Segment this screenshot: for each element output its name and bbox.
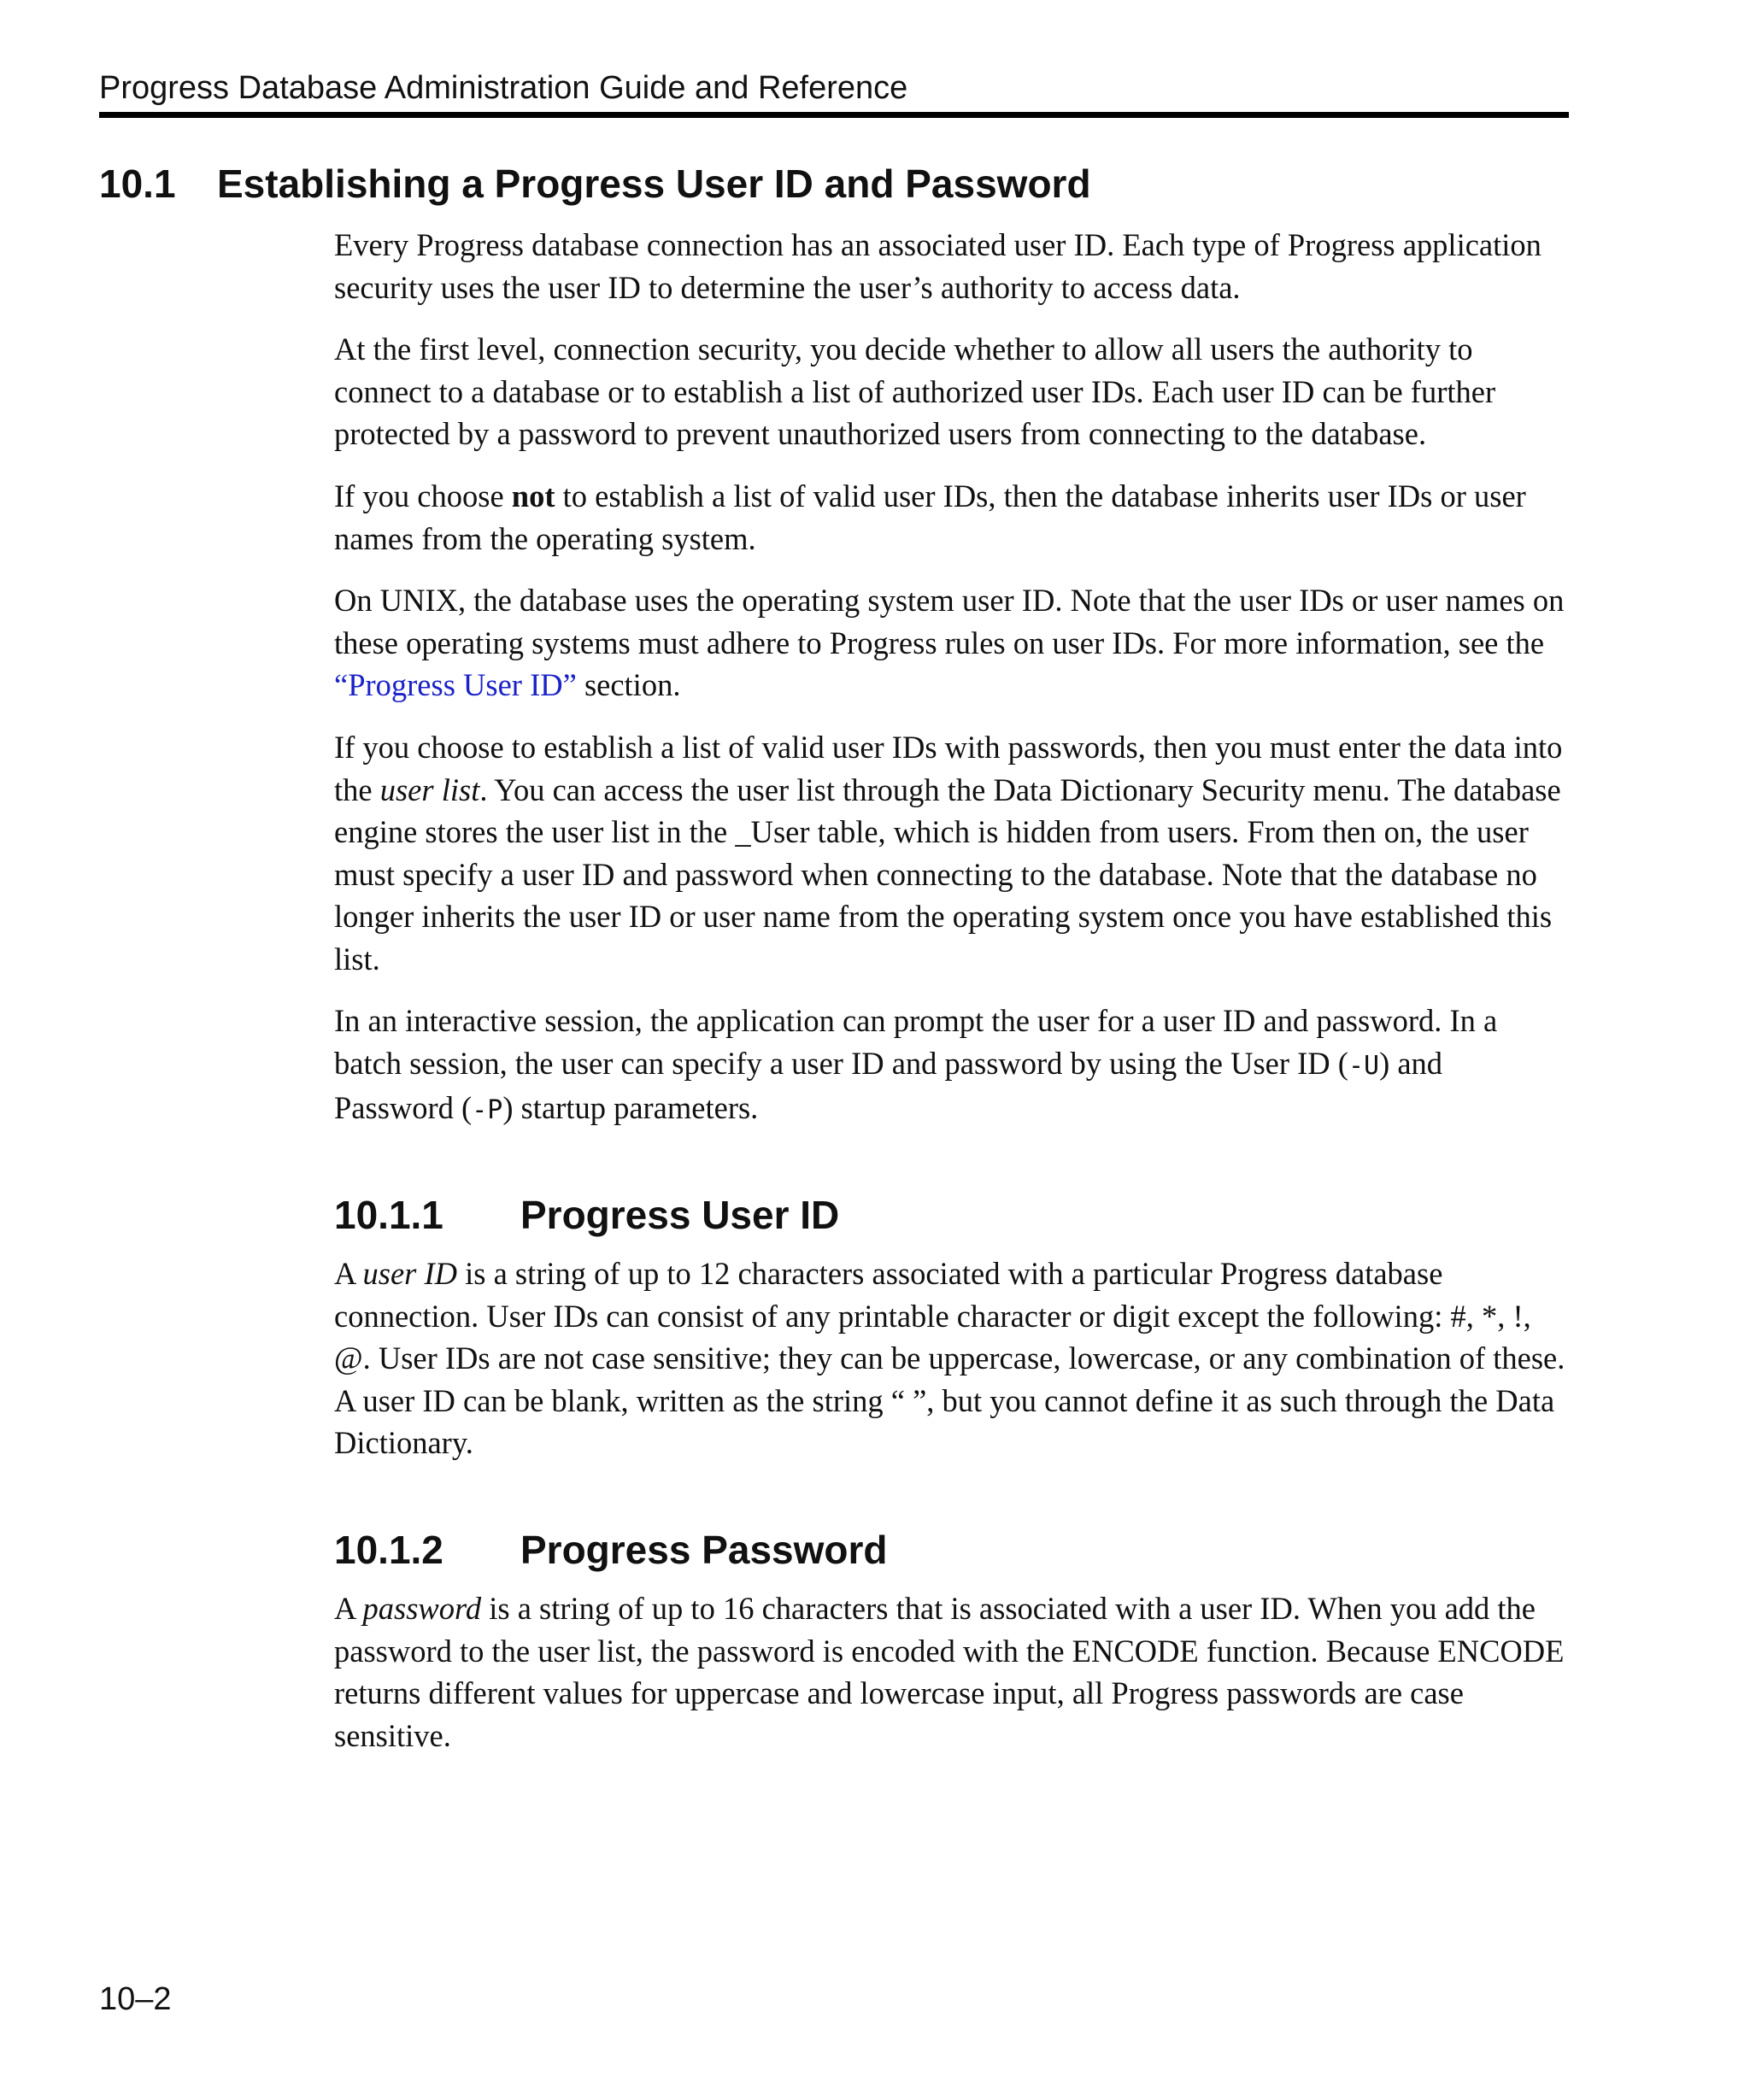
subsection-2-heading — [334, 1525, 888, 1575]
subsection-2-text-c: is a string of up to 16 characters that is associated with a user ID. When you add the password to the user list, the password is encoded with the ENCODE function. Because ENCODE returns different values for uppercase and lowercase input, all Progress passwords are case sensitive. — [334, 1591, 1565, 1753]
paragraph-2: At the first level, connection security, you decide whether to allow all users the authority to connect to a database or to establish a list of authorized user IDs. Each user ID can be further protected by a password to prevent unauthorized users from connecting to the database. — [334, 331, 1496, 451]
paragraph-6-text-c: ) startup parameters. — [502, 1090, 759, 1125]
paragraph-3 — [334, 475, 1569, 560]
paragraph-6-text-a: In an interactive session, the application can prompt the user for a user ID and password. In a batch session, the user can specify a user ID and password by using the User ID ( — [334, 1003, 1498, 1081]
running-header: Progress Database Administration Guide and Reference — [99, 70, 908, 106]
subsection-2-title: Progress Password — [520, 1528, 888, 1572]
paragraph-3-emphasis: not — [511, 478, 555, 513]
subsection-1-text-a: A — [334, 1256, 363, 1291]
paragraph-5-text-a: If you choose to establish a list of valid user IDs with passwords, then you must enter the data into the — [334, 730, 1563, 807]
paragraph-6 — [334, 1000, 1569, 1132]
paragraph-4-text-c: section. — [576, 667, 681, 702]
subsection-1-text-c: is a string of up to 12 characters associated with a particular Progress database connection. User IDs can consist of any printable character or digit except the following: #, *, !, @. User IDs are not case sensitive; they can be uppercase, lowercase, or any combination of these. A user ID can be blank, written as the string “ ”, but you cannot define it as such through the Data Dictionary. — [334, 1256, 1565, 1460]
paragraph-5-text-c: . You can access the user list through the Data Dictionary Security menu. The database engine stores the user list in the _User table, which is hidden from users. From then on, the user must specify a user ID and password when connecting to the database. Note that the database no longer inherits the user ID or user name from the operating system once you have established this list. — [334, 771, 1561, 977]
paragraph-3-text-c: to establish a list of valid user IDs, then the database inherits user IDs or user names from the operating system. — [334, 478, 1526, 556]
paragraph-3-text-a: If you choose — [334, 478, 512, 513]
progress-user-id-link[interactable]: “Progress User ID” — [334, 667, 577, 702]
paragraph-5-term: user list — [379, 771, 480, 807]
header-rule — [99, 112, 1569, 118]
subsection-2-term: password — [362, 1591, 482, 1626]
paragraph-6-text-b: ) and Password ( — [334, 1045, 1443, 1125]
subsection-1-heading — [334, 1190, 839, 1240]
section-title: Establishing a Progress User ID and Password — [217, 161, 1091, 206]
paragraph-1: Every Progress database connection has an associated user ID. Each type of Progress application security uses the user ID to determine the user’s authority to access data. — [334, 227, 1542, 305]
subsection-2-paragraph — [334, 1587, 1569, 1757]
section-number: 10.1 — [99, 161, 176, 206]
page-number: 10–2 — [99, 1981, 172, 2017]
paragraph-4-text-a: On UNIX, the database uses the operating system user ID. Note that the user IDs or user names on these operating systems must adhere to Progress rules on user IDs. For more information, see the — [334, 583, 1565, 660]
subsection-1-paragraph — [334, 1252, 1569, 1464]
subsection-2-number: 10.1.2 — [334, 1528, 443, 1572]
subsection-2-text-a: A — [334, 1591, 363, 1626]
section-heading — [99, 159, 1091, 208]
subsection-1-number: 10.1.1 — [334, 1193, 443, 1237]
password-param-code: -P — [472, 1095, 503, 1125]
subsection-1-title: Progress User ID — [520, 1193, 840, 1237]
paragraph-5 — [334, 726, 1569, 980]
paragraph-4 — [334, 579, 1569, 707]
user-id-param-code: -U — [1348, 1050, 1380, 1081]
subsection-1-term: user ID — [362, 1256, 457, 1291]
